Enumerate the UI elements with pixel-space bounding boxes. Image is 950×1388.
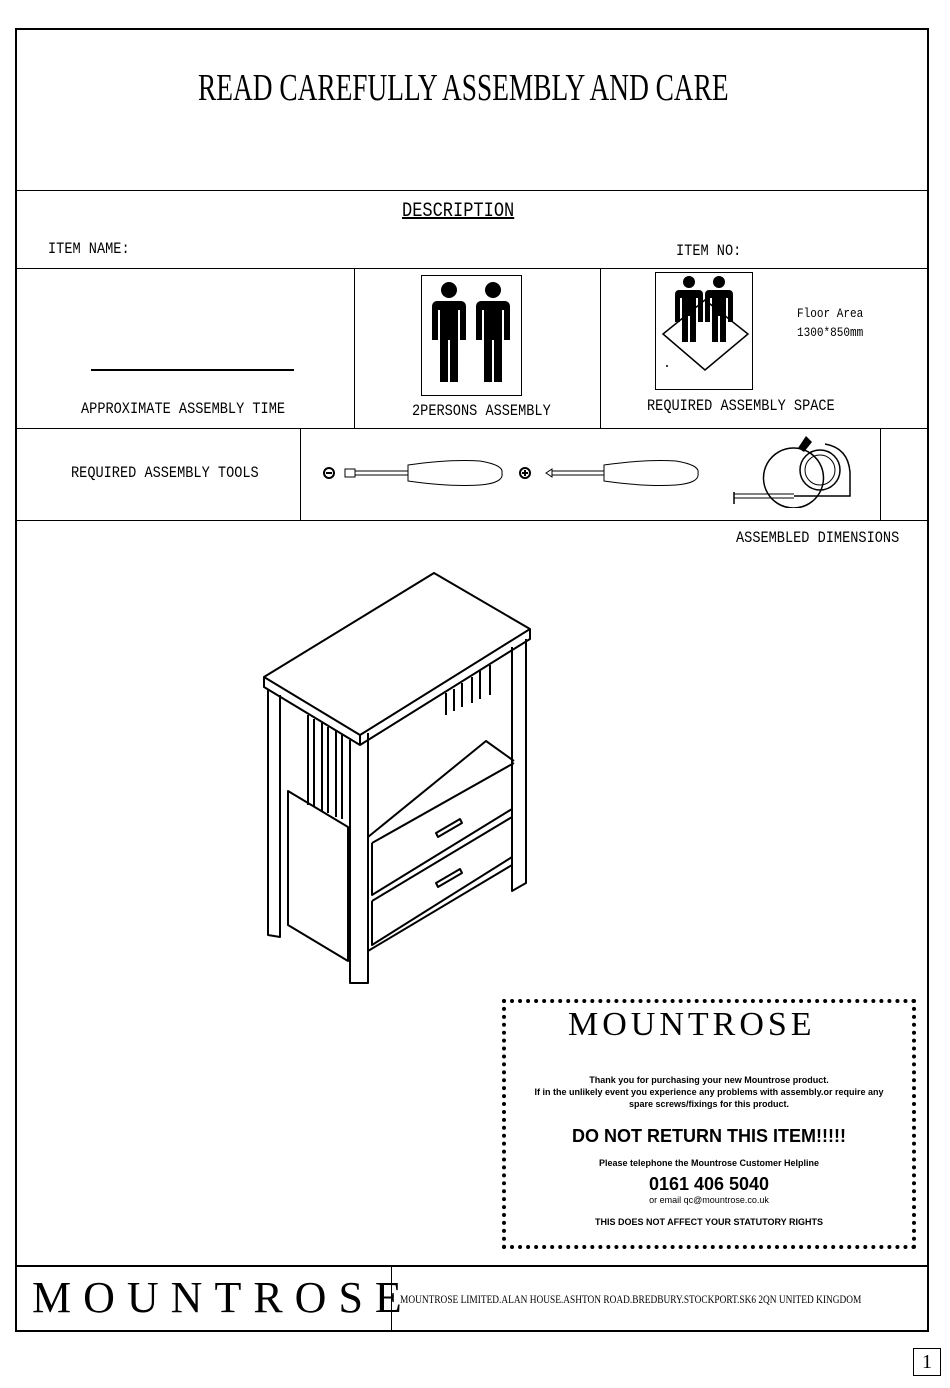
persons-label: 2PERSONS ASSEMBLY — [412, 402, 551, 420]
divider — [15, 268, 929, 269]
assembly-space-icon — [655, 272, 753, 390]
assembly-time-label: APPROXIMATE ASSEMBLY TIME — [81, 400, 286, 418]
notice-helpline: Please telephone the Mountrose Customer Helpline — [598, 1158, 820, 1168]
divider — [880, 428, 881, 520]
floor-area-label: Floor Area — [797, 306, 864, 321]
divider — [15, 1265, 929, 1267]
divider — [15, 520, 929, 521]
notice-rights: THIS DOES NOT AFFECT YOUR STATUTORY RIGHTS — [594, 1217, 823, 1227]
description-heading: DESCRIPTION — [402, 200, 515, 223]
tools-label: REQUIRED ASSEMBLY TOOLS — [71, 464, 259, 482]
footer-address: MOUNTROSE LIMITED.ALAN HOUSE.ASHTON ROAD.BREDBURY.STOCKPORT.SK6 2QN UNITED KINGDOM — [400, 1292, 862, 1306]
space-label: REQUIRED ASSEMBLY SPACE — [647, 397, 835, 415]
divider — [300, 428, 301, 520]
flat-screwdriver-icon — [320, 455, 510, 491]
page-number: 1 — [913, 1348, 941, 1376]
notice-line-2: If in the unlikely event you experience any problems with assembly.or require any — [534, 1087, 884, 1097]
divider — [354, 268, 355, 428]
divider — [600, 268, 601, 428]
dimensions-label: ASSEMBLED DIMENSIONS — [736, 529, 900, 547]
item-no-label: ITEM NO: — [676, 242, 742, 260]
notice-line-1: Thank you for purchasing your new Mountrose product. — [589, 1075, 829, 1085]
notice-email: or email qc@mountrose.co.uk — [649, 1195, 769, 1205]
footer-brand-logo: MOUNTROSE — [32, 1273, 414, 1322]
page-title: READ CAREFULLY ASSEMBLY AND CARE — [198, 67, 729, 109]
floor-area-value: 1300*850mm — [797, 325, 864, 340]
assembly-time-blank — [91, 369, 294, 371]
phillips-screwdriver-icon — [516, 455, 706, 491]
notice-warning: DO NOT RETURN THIS ITEM!!!!! — [572, 1126, 846, 1146]
notice-line-3: spare screws/fixings for this product. — [628, 1099, 790, 1109]
cabinet-illustration — [250, 565, 540, 990]
divider — [15, 428, 929, 429]
item-name-label: ITEM NAME: — [48, 240, 130, 258]
notice-phone: 0161 406 5040 — [648, 1174, 770, 1194]
two-persons-icon — [421, 275, 522, 396]
divider — [15, 190, 929, 191]
notice-brand-logo: MOUNTROSE — [568, 1006, 816, 1043]
tape-measure-icon — [730, 432, 855, 508]
